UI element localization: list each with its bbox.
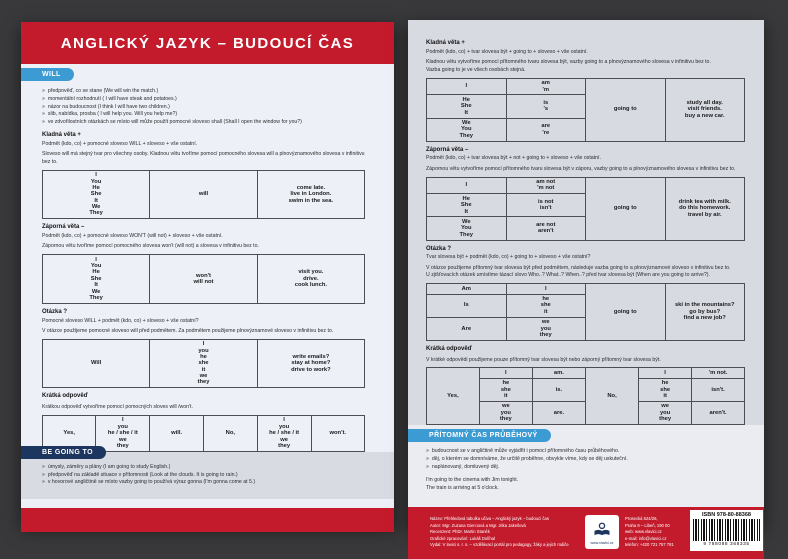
table-row (43, 255, 365, 304)
list-item (426, 456, 744, 464)
list-item (426, 357, 745, 365)
table-cell: I (506, 284, 586, 294)
present-continuous-pill (408, 429, 551, 442)
table-cell: I (427, 78, 507, 95)
table-cell: he she it (639, 378, 692, 401)
list-item (426, 485, 744, 493)
block-formula: Tvar slovesa být + podmět (kdo, co) + going to + sloveso + vše ostatní? (426, 254, 591, 261)
list-item (42, 472, 374, 480)
bullet-marker: » (42, 119, 45, 126)
grammar-block-question (426, 246, 745, 341)
will-content (21, 81, 394, 452)
list-item-text: V otázce použijeme pomocné sloveso will před podmětem. Za podmětem použijeme plnovýznamové sloveso v infinitivu bez to. (42, 327, 334, 334)
grammar-block-short-answer (42, 393, 365, 451)
bullet-marker: » (42, 463, 45, 470)
list-item-text: Název: Přehledová tabulka učiva – Anglický jazyk – budoucí čas (430, 516, 549, 522)
block-formula: Podmět (kdo, co) + pomocné sloveso WILL + sloveso + vše ostatní. (42, 140, 198, 147)
table-cell: are 're (506, 118, 586, 141)
bullet-marker: » (42, 95, 45, 102)
list-item (426, 67, 745, 75)
table-cell: No, (203, 415, 257, 451)
table-cell: I you he / she / it we they (257, 415, 311, 451)
table-cell: I You He She It We They (43, 170, 150, 219)
block-formula: Pomocné sloveso WILL + podmět (kdo, co) + sloveso + vše ostatní? (42, 317, 199, 324)
table-cell: ski in the mountains? go by bus? find a new job? (665, 284, 745, 341)
grammar-block-question (42, 309, 365, 389)
table-cell: write emails? stay at home? drive to work? (257, 339, 364, 388)
bullet-marker: » (42, 88, 45, 94)
table-cell: 'm not. (692, 368, 745, 378)
block-heading: Otázka ? (42, 308, 68, 315)
list-item-text: Zápornou větu vytvoříme pomocí přítomného tvaru slovesa být v záporu, vazby going to a plnovýznamového slovesa v infinitivu bez to. (426, 165, 736, 172)
list-item-text: Zápornou větu tvoříme pomocí pomocného slovesa won't (will not) a slovesa v infinitivu bez to. (42, 243, 259, 250)
table-cell: Are (427, 317, 507, 340)
table-cell: am 'm (506, 78, 586, 95)
grammar-table (42, 170, 365, 220)
list-item-text: v hovorové angličtině se místo vazby going to používá výraz gonna (I'm gonna come at 5.) (47, 479, 256, 486)
list-item (426, 166, 745, 174)
table-cell: drink tea with milk. do this homework. travel by air. (665, 177, 745, 240)
be-going-to-pill (21, 446, 106, 459)
table-cell: we you they (639, 401, 692, 424)
bottom-light-strip (21, 499, 394, 508)
conjugation-table (426, 283, 745, 341)
conjugation-table (42, 170, 365, 220)
list-item (42, 88, 365, 96)
list-item-text: Krátkou odpověď vytvoříme pomocí pomocných sloves will /won't. (42, 404, 193, 411)
bullet-marker: » (42, 479, 45, 486)
publisher-website: www.vlavici.cz (590, 540, 614, 545)
block-heading: Záporná věta – (42, 224, 85, 231)
isbn-barcode-box (690, 510, 763, 551)
bullet-marker: » (42, 471, 45, 478)
block-formula: Podmět (kdo, co) + tvar slovesa být + going to + sloveso + vše ostatní. (426, 48, 588, 55)
grammar-table (42, 339, 365, 389)
bullet-marker: » (426, 463, 429, 470)
list-item-text: ve zdvořilostních otázkách se místo will může použít pomocné sloveso shall (Shall I open the window for you?) (47, 119, 302, 126)
conjugation-table (426, 177, 745, 241)
will-bullet-list (42, 88, 365, 127)
table-row (427, 284, 745, 294)
list-item (426, 265, 745, 273)
list-item (42, 404, 365, 412)
list-item-text: Vazba going to je ve všech osobách stejná. (426, 66, 526, 73)
conjugation-table (42, 339, 365, 389)
block-notes (426, 59, 745, 75)
block-notes (42, 404, 365, 412)
table-cell: We You They (427, 217, 507, 240)
table-cell: isn't. (692, 378, 745, 401)
table-cell: is. (532, 378, 585, 401)
block-heading: Otázka ? (426, 245, 452, 252)
table-cell: Yes, (427, 368, 480, 425)
table-cell: we you they (479, 401, 532, 424)
table-cell: visit you. drive. cook lunch. (257, 255, 364, 304)
list-item-text: Recenzent: PhDr. Martin Staněk (430, 529, 490, 535)
list-item-text: momentální rozhodnutí ( I will have steak and potatoes.) (47, 95, 177, 102)
table-cell: going to (586, 284, 666, 341)
present-continuous-bullet-list (408, 448, 764, 471)
table-cell: am. (532, 368, 585, 378)
list-item-text: Vydal: V lavici s. r. o. – vzdělávací portál pro pedagogy, žáky a jejich rodiče (430, 542, 569, 548)
table-cell: going to (586, 177, 666, 240)
grammar-table (42, 254, 365, 304)
open-book-icon (592, 520, 612, 540)
block-notes (42, 243, 365, 251)
table-cell: He She It (427, 194, 507, 217)
will-pill-label: WILL (42, 71, 61, 78)
grammar-block-negative (426, 147, 745, 241)
section-be-going-to (21, 448, 394, 499)
front-footer-band (21, 508, 394, 532)
list-item-text: Praha 9 – Libeň, 190 00 (625, 522, 670, 528)
table-cell: He She It (427, 95, 507, 118)
be-going-to-pill-label: BE GOING TO (42, 448, 93, 456)
bullet-marker: » (42, 103, 45, 110)
table-cell: is 's (506, 95, 586, 118)
table-cell: will. (150, 415, 204, 451)
list-item-text: e-mail: info@vlavici.cz (625, 535, 667, 541)
grammar-block-positive (426, 40, 745, 142)
list-item (42, 104, 365, 112)
conjugation-table (426, 78, 745, 142)
list-item-text: budoucnost se v angličtině může vyjádřit i pomocí přítomného času průběhového. (431, 448, 620, 455)
list-item-text: předpověď, co se stane (We will win the match.) (47, 88, 159, 94)
list-item-text: V otázce použijeme přítomný tvar slovesa být před podmětem, následuje vazba going to a plnovýznamové sloveso v infinitivu bez to. (426, 264, 731, 271)
list-item-text: Prosecká 524/26, (625, 516, 658, 522)
grammar-table (426, 177, 745, 241)
list-item (42, 151, 365, 167)
table-cell: he she it (479, 378, 532, 401)
list-item (426, 477, 744, 485)
table-cell: Am (427, 284, 507, 294)
block-notes (426, 357, 745, 365)
block-formula: Podmět (kdo, co) + pomocné sloveso WON'T (will not) + sloveso + vše ostatní. (42, 233, 223, 240)
bullet-marker: » (42, 111, 45, 118)
publisher-contact (625, 516, 687, 549)
table-cell: we you they (506, 317, 586, 340)
table-cell: I (639, 368, 692, 378)
grammar-table (426, 367, 745, 425)
barcode (693, 519, 760, 541)
table-cell: Yes, (43, 415, 96, 451)
table-row (43, 170, 365, 219)
block-notes (426, 265, 745, 281)
section-will (21, 64, 394, 452)
list-item (42, 96, 365, 104)
list-item-text: telefon: +420 721 757 781 (625, 542, 674, 548)
block-heading: Kladná věta + (426, 40, 465, 46)
list-item-text: V krátké odpovědi použijeme pouze přítomný tvar slovesa být nebo záporný přítomný tvar slovesa být. (426, 356, 661, 363)
table-row (427, 177, 745, 194)
table-row (43, 339, 365, 388)
list-item-text: I'm going to the cinema with Jim tonight. (426, 477, 519, 484)
list-item-text: The train is arriving at 5 o'clock. (426, 485, 499, 492)
list-item-text: web: www.vlavici.cz (625, 529, 662, 535)
list-item-text: děj, o kterém se domníváme, že určitě proběhne, obvykle víme, kdy se děj uskuteční. (431, 455, 628, 462)
list-item (426, 59, 745, 67)
conjugation-table (426, 367, 745, 425)
block-heading: Krátká odpověď (426, 345, 472, 352)
table-cell: he she it (506, 294, 586, 317)
table-cell: study all day. visit friends. buy a new car. (665, 78, 745, 141)
bullet-marker: » (426, 448, 429, 455)
list-item-text: naplánovaný, domluvený děj. (431, 463, 500, 470)
list-item (42, 119, 365, 127)
list-item (426, 464, 744, 472)
page-title: ANGLICKÝ JAZYK – BUDOUCÍ ČAS (60, 34, 355, 52)
list-item (426, 272, 745, 280)
table-row (427, 368, 745, 378)
table-cell: I You He She It We They (43, 255, 150, 304)
table-cell: I you he she it we they (150, 339, 258, 388)
list-item-text: úmysly, záměry a plány (I am going to study English.) (47, 463, 171, 470)
list-item-text: předpověď na základě situace v přítomnosti (Look at the clouds. It is going to rain.) (47, 471, 238, 478)
title-band (21, 22, 394, 64)
table-cell: won't will not (150, 255, 258, 304)
list-item-text: slib, nabídka, prosba ( I will help you. Will you help me?) (47, 111, 178, 118)
block-notes (426, 166, 745, 174)
bullet-marker: » (426, 455, 429, 462)
page-front (21, 22, 394, 525)
list-item-text: Kladnou větu vytvoříme pomocí přítomného tvaru slovesa být, vazby going to a plnovýznamového slovesa v infinitivu bez to. (426, 59, 711, 66)
grammar-block-negative (42, 224, 365, 304)
table-cell: am not 'm not (506, 177, 586, 194)
block-notes (42, 328, 365, 336)
table-row (427, 78, 745, 95)
table-cell: are not aren't (506, 217, 586, 240)
list-item (625, 542, 687, 549)
list-item-text: názor na budoucnost (I think I will have two children.) (47, 103, 170, 110)
present-continuous-pill-label: PŘÍTOMNÝ ČAS PRŮBĚHOVÝ (429, 432, 538, 440)
list-item-text: Autor: Mgr. Zuzana Gierciová a Mgr. Jitka Jakešová (430, 522, 526, 528)
page-back (408, 20, 764, 548)
list-item (42, 464, 374, 472)
section-present-continuous (408, 425, 764, 507)
conjugation-table (42, 254, 365, 304)
table-cell: I you he / she / it we they (96, 415, 150, 451)
table-cell: come late. live in London. swim in the sea. (257, 170, 364, 219)
table-cell: Is (427, 294, 507, 317)
list-item (42, 479, 374, 487)
block-notes (42, 151, 365, 167)
publisher-logo (585, 515, 619, 549)
table-cell: Will (43, 339, 150, 388)
list-item-text: Sloveso will má stejný tvar pro všechny osoby. Kladnou větu tvoříme pomocí pomocného slovesa will a plnovýznamového slovesa v infinitivu bez to. (42, 151, 365, 165)
table-cell: won't. (311, 415, 365, 451)
list-item (42, 243, 365, 251)
list-item (426, 448, 744, 456)
will-pill (21, 68, 74, 81)
table-cell: are. (532, 401, 585, 424)
block-heading: Kladná věta + (42, 131, 81, 138)
example-sentences (408, 477, 764, 493)
table-cell: I (479, 368, 532, 378)
list-item-text: U zjišťovacích otázek umístíme tázací slovo Who..? What..? When..? před tvar slovesa být (When are you going to arrive?). (426, 272, 710, 279)
grammar-table (426, 78, 745, 142)
be-going-to-bullet-list (21, 464, 394, 487)
block-formula: Podmět (kdo, co) + tvar slovesa být + not + going to + sloveso + vše ostatní. (426, 155, 601, 162)
grammar-block-positive (42, 132, 365, 219)
ean-digits: 9 788088 368335 (703, 542, 750, 548)
table-cell: is not isn't (506, 194, 586, 217)
block-heading: Záporná věta – (426, 146, 469, 153)
table-cell: aren't. (692, 401, 745, 424)
list-item (42, 328, 365, 336)
table-cell: will (150, 170, 258, 219)
table-cell: We You They (427, 118, 507, 141)
grammar-table (426, 283, 745, 341)
section-be-going-to-tables (408, 20, 764, 425)
block-heading: Krátká odpověď (42, 393, 88, 400)
back-footer-band (408, 507, 764, 559)
isbn-number: ISBN 978-80-88368 (702, 512, 751, 519)
table-cell: No, (585, 368, 638, 425)
table-cell: I (427, 177, 507, 194)
grammar-block-short-answer (426, 346, 745, 425)
table-cell: going to (586, 78, 666, 141)
list-item-text: Grafické zpracování: Lukáš Dolíhal (430, 535, 495, 541)
